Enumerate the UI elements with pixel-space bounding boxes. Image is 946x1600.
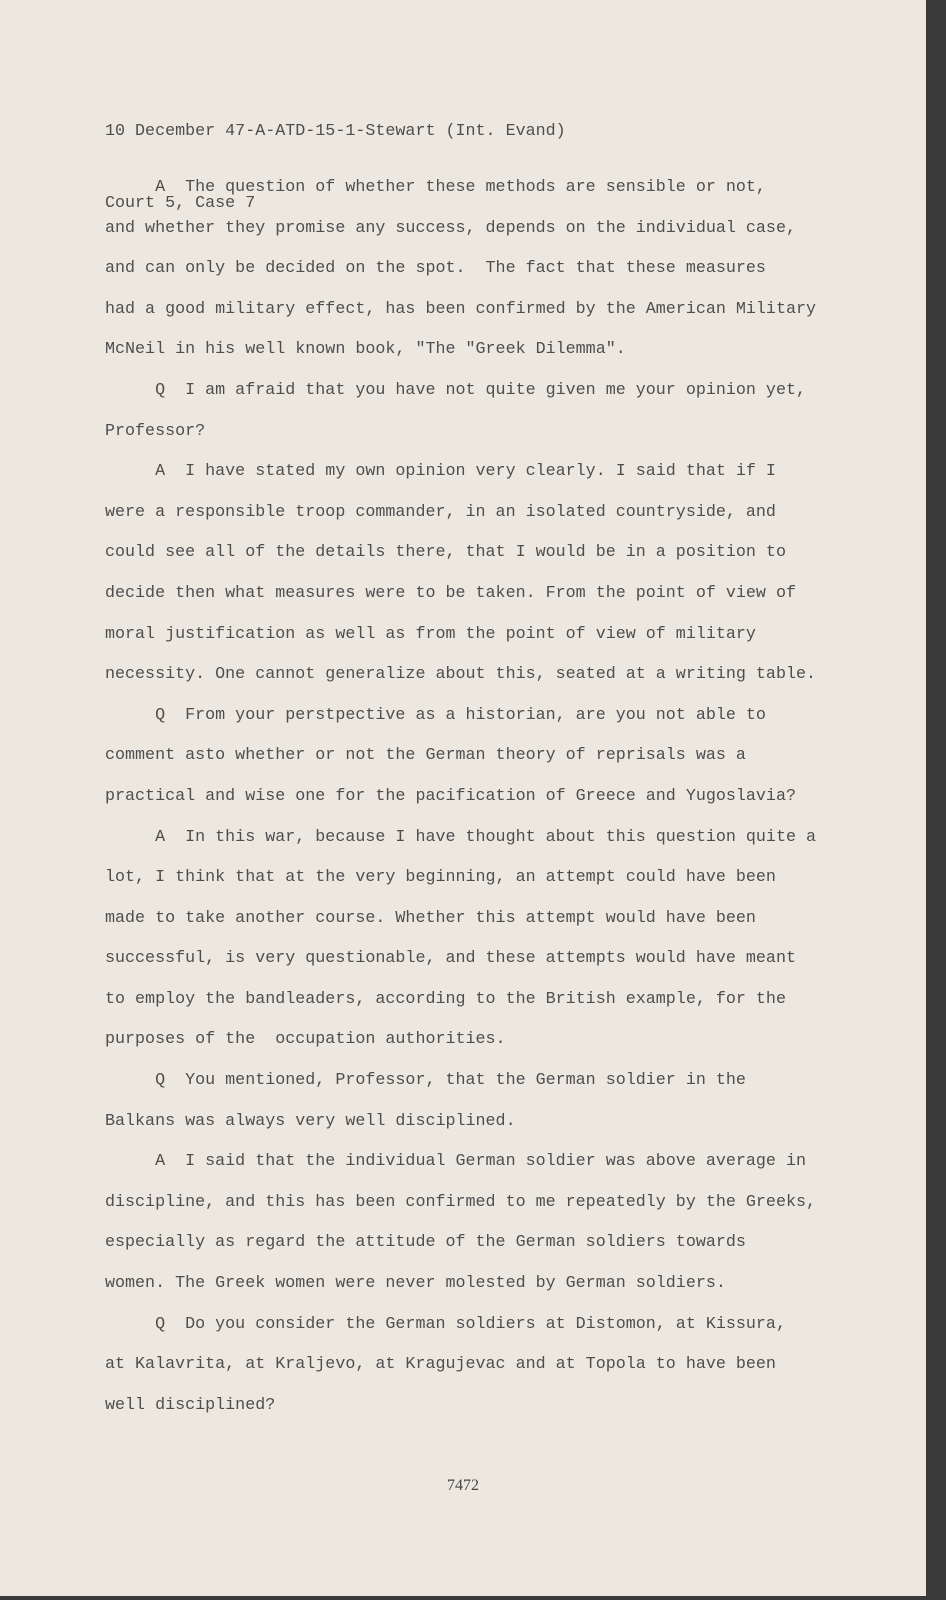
transcript-line: necessity. One cannot generalize about this, seated at a writing table. <box>105 665 817 685</box>
header-reference: 10 December 47-A-ATD-15-1-Stewart (Int. Evand) <box>105 122 566 141</box>
transcript-line: and can only be decided on the spot. The fact that these measures <box>105 259 766 279</box>
transcript-line: had a good military effect, has been confirmed by the American Military <box>105 299 817 319</box>
transcript-line: especially as regard the attitude of the German soldiers towards <box>105 1233 746 1253</box>
transcript-line: McNeil in his well known book, "The "Greek Dilemma". <box>105 340 626 360</box>
transcript-line: lot, I think that at the very beginning, an attempt could have been <box>105 868 776 888</box>
transcript-line: Balkans was always very well disciplined. <box>105 1111 516 1131</box>
transcript-body <box>105 168 816 1426</box>
transcript-line: discipline, and this has been confirmed to me repeatedly by the Greeks, <box>105 1192 817 1212</box>
header-court-case: Court 5, Case 7 <box>105 194 256 213</box>
transcript-line: to employ the bandleaders, according to the British example, for the <box>105 989 786 1009</box>
transcript-line: purposes of the occupation authorities. <box>105 1030 506 1050</box>
transcript-line: Q Do you consider the German soldiers at Distomon, at Kissura, <box>105 1314 786 1334</box>
transcript-line: practical and wise one for the pacification of Greece and Yugoslavia? <box>105 786 796 806</box>
transcript-line: made to take another course. Whether this attempt would have been <box>105 908 756 928</box>
transcript-line: Q From your perstpective as a historian, are you not able to <box>105 705 766 725</box>
transcript-line: decide then what measures were to be taken. From the point of view of <box>105 583 796 603</box>
transcript-line: comment asto whether or not the German theory of reprisals was a <box>105 746 746 766</box>
transcript-line: at Kalavrita, at Kraljevo, at Kragujevac and at Topola to have been <box>105 1355 776 1375</box>
transcript-line: women. The Greek women were never molested by German soldiers. <box>105 1274 726 1294</box>
page-number: 7472 <box>447 1477 479 1494</box>
transcript-line: could see all of the details there, that I would be in a position to <box>105 543 786 563</box>
transcript-line: and whether they promise any success, depends on the individual case, <box>105 218 796 238</box>
transcript-line: Q You mentioned, Professor, that the German soldier in the <box>105 1071 746 1091</box>
transcript-line: A I said that the individual German soldier was above average in <box>105 1152 806 1172</box>
transcript-line: A In this war, because I have thought about this question quite a <box>105 827 817 847</box>
transcript-line: well disciplined? <box>105 1395 276 1415</box>
transcript-line: moral justification as well as from the point of view of military <box>105 624 756 644</box>
transcript-line: A I have stated my own opinion very clearly. I said that if I <box>105 462 776 482</box>
transcript-line: A The question of whether these methods are sensible or not, <box>105 178 766 197</box>
transcript-line: successful, is very questionable, and these attempts would have meant <box>105 949 796 969</box>
transcript-line: Professor? <box>105 421 206 441</box>
transcript-line: Q I am afraid that you have not quite given me your opinion yet, <box>105 380 806 400</box>
transcript-line: were a responsible troop commander, in an isolated countryside, and <box>105 502 776 522</box>
